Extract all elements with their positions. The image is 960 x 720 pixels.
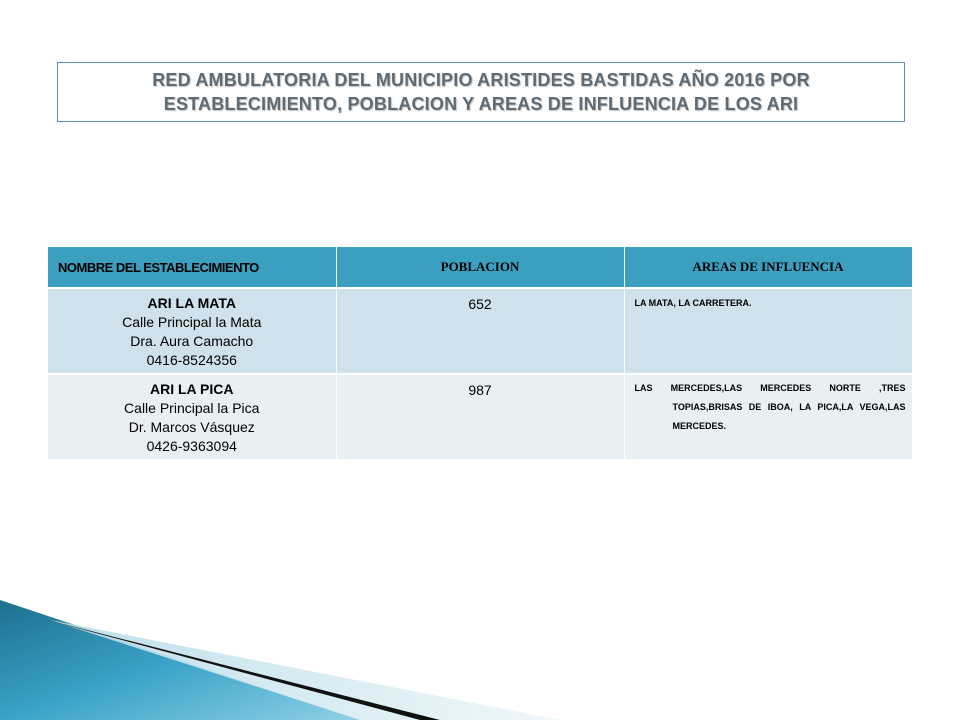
areas-cell [624, 374, 912, 459]
establishment-address: Calle Principal la Mata [122, 314, 262, 330]
population-cell [336, 288, 624, 374]
areas-value: LA MATA, LA CARRETERA. [634, 298, 752, 308]
establishments-table [48, 244, 913, 459]
slide-title [152, 68, 810, 116]
establishment-address: Calle Principal la Pica [124, 400, 260, 416]
header-areas: AREAS DE INFLUENCIA [624, 246, 912, 289]
population-cell [336, 374, 624, 459]
header-establishment: NOMBRE DEL ESTABLECIMIENTO [48, 246, 336, 289]
table-row [48, 374, 912, 459]
population-value: 652 [468, 296, 492, 312]
establishment-name: ARI LA MATA [147, 295, 236, 311]
establishment-doctor: Dra. Aura Camacho [130, 333, 254, 349]
establishment-name: ARI LA PICA [150, 381, 234, 397]
table-header-row [48, 246, 912, 289]
areas-value: LAS MERCEDES,LAS MERCEDES NORTE ,TRES TOPIAS,BRISAS DE IBOA, LA PICA,LA VEGA,LAS MERCEDES. [634, 383, 906, 431]
establishment-cell [48, 288, 336, 374]
title-line-1: RED AMBULATORIA DEL MUNICIPIO ARISTIDES BASTIDAS AÑO 2016 POR [152, 70, 810, 90]
header-population: POBLACION [336, 246, 624, 289]
title-box [57, 62, 905, 122]
establishment-cell [48, 374, 336, 459]
establishment-doctor: Dr. Marcos Vásquez [128, 419, 255, 435]
title-line-2: ESTABLECIMIENTO, POBLACION Y AREAS DE INFLUENCIA DE LOS ARI [163, 94, 799, 114]
table-row [48, 288, 912, 374]
establishment-phone: 0416-8524356 [146, 352, 237, 368]
population-value: 987 [468, 382, 492, 398]
establishment-phone: 0426-9363094 [146, 438, 237, 454]
areas-cell [624, 288, 912, 374]
decorative-swoosh [0, 600, 960, 720]
